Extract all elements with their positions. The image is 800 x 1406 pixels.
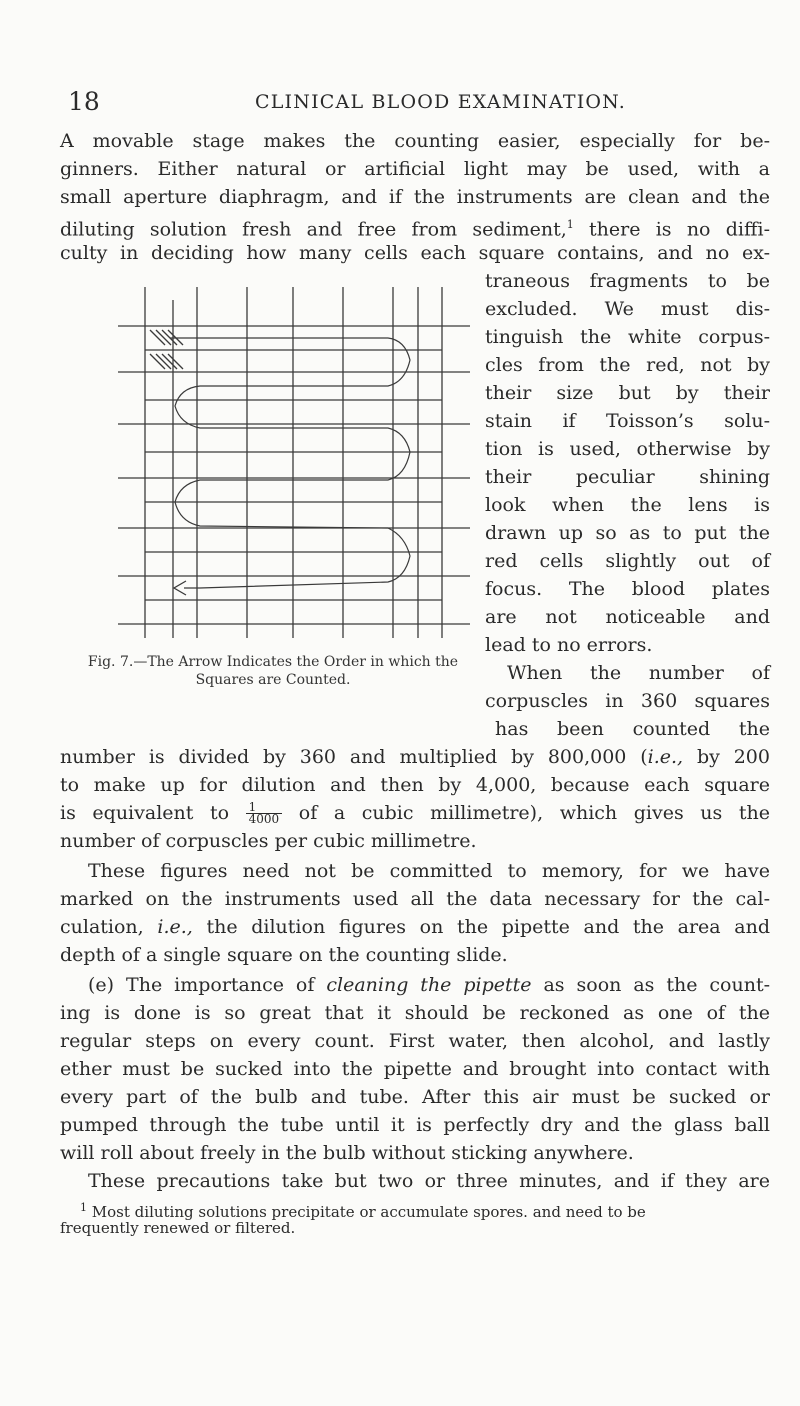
text-line: drawn up so as to put the — [485, 522, 770, 544]
text-span: there is no diffi- — [589, 218, 770, 241]
footnote-ref: 1 — [566, 218, 574, 231]
footnote-text: Most diluting solutions precipitate or accumulate spores. and need to be — [91, 1203, 646, 1221]
text-line — [60, 744, 770, 770]
hatch — [168, 354, 183, 369]
text-span: The importance of — [126, 974, 315, 996]
text-line: pumped through the tube until it is perfectly dry and the glass ball — [60, 1114, 770, 1136]
text-line: tinguish the white corpus- — [485, 326, 770, 348]
hatch — [168, 330, 183, 345]
text-span: the dilution figures on the pipette and the area and — [206, 916, 770, 938]
text-line: traneous fragments to be — [485, 270, 770, 292]
text-line: ginners. Either natural or artificial light may be used, with a — [60, 158, 770, 180]
text-line: depth of a single square on the counting slide. — [60, 944, 508, 966]
counting-order-arrow — [170, 338, 410, 588]
text-line: culty in deciding how many cells each square contains, and no ex- — [60, 242, 770, 264]
text-line — [88, 972, 770, 998]
fraction — [246, 802, 283, 825]
text-line: are not noticeable and — [485, 606, 770, 628]
text-line — [60, 800, 770, 826]
text-line: cles from the red, not by — [485, 354, 770, 376]
section-label: (e) — [88, 974, 115, 996]
text-line: look when the lens is — [485, 494, 770, 516]
hatch — [156, 330, 171, 345]
hatch — [162, 354, 177, 369]
text-span: culation, — [60, 916, 144, 938]
text-line: red cells slightly out of — [485, 550, 770, 572]
running-title: CLINICAL BLOOD EXAMINATION. — [255, 91, 627, 113]
text-line: regular steps on every count. First water, then alcohol, and lastly — [60, 1030, 770, 1052]
text-line: excluded. We must dis- — [485, 298, 770, 320]
text-line: has been counted the — [495, 718, 770, 740]
text-line: marked on the instruments used all the data necessary for the cal- — [60, 888, 770, 910]
fraction-denominator: 4000 — [248, 812, 280, 826]
text-span: is equivalent to — [60, 802, 230, 824]
text-span: by 200 — [683, 746, 770, 768]
text-line: corpuscles in 360 squares — [485, 690, 770, 712]
text-line: A movable stage makes the counting easier, especially for be- — [60, 130, 770, 152]
text-line: These figures need not be committed to memory, for we have — [88, 860, 770, 882]
figure-caption: Fig. 7.—The Arrow Indicates the Order in which the — [87, 654, 459, 670]
text-line: their peculiar shining — [485, 466, 770, 488]
text-line: every part of the bulb and tube. After this air must be sucked or — [60, 1086, 770, 1108]
text-span: i.e., — [157, 916, 193, 938]
footnote-line: frequently renewed or filtered. — [60, 1219, 296, 1237]
text-line: will roll about freely in the bulb without sticking anywhere. — [60, 1142, 634, 1164]
text-span: diluting solution fresh and free from sediment, — [60, 218, 567, 241]
text-line: ether must be sucked into the pipette and brought into contact with — [60, 1058, 770, 1080]
text-line: lead to no errors. — [485, 634, 653, 656]
fraction-numerator: 1 — [246, 802, 283, 814]
figure-caption: Squares are Counted. — [195, 672, 351, 688]
text-span: cleaning the pipette — [326, 974, 532, 996]
text-line: tion is used, otherwise by — [485, 438, 770, 460]
text-line: their size but by their — [485, 382, 770, 404]
page-number: 18 — [68, 87, 100, 116]
text-line — [60, 212, 770, 242]
text-span: i.e., — [647, 746, 684, 768]
running-head — [0, 87, 800, 117]
text-line — [60, 914, 770, 940]
arrow-head — [174, 581, 186, 595]
text-span: as soon as the count- — [543, 974, 771, 996]
text-line: ing is done is so great that it should be reckoned as one of the — [60, 1002, 770, 1024]
text-line: small aperture diaphragm, and if the instruments are clean and the — [60, 186, 770, 208]
hatch — [156, 354, 171, 369]
text-span: of a cubic millimetre), which gives us the — [298, 802, 770, 824]
text-line: These precautions take but two or three minutes, and if they are — [88, 1170, 770, 1192]
text-line: focus. The blood plates — [485, 578, 770, 600]
text-line: When the number of — [507, 662, 770, 684]
hatch — [162, 330, 177, 345]
text-line: number of corpuscles per cubic millimetre. — [60, 830, 477, 852]
hatch — [150, 354, 165, 369]
footnote-marker: 1 — [80, 1201, 87, 1214]
text-span: number is divided by 360 and multiplied by 800,000 ( — [60, 746, 648, 768]
hatch — [150, 330, 165, 345]
text-line: to make up for dilution and then by 4,000, because each square — [60, 774, 770, 796]
text-line: stain if Toisson’s solu- — [485, 410, 770, 432]
